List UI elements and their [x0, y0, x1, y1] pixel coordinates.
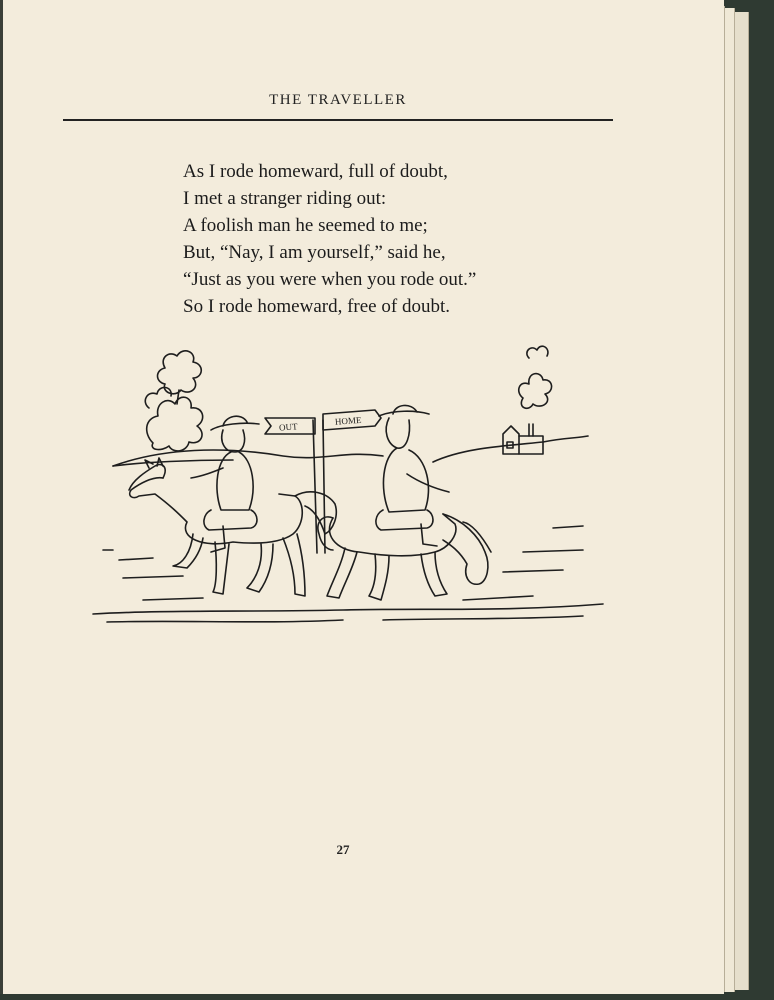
- running-head: THE TRAVELLER: [269, 92, 407, 108]
- poem-line: A foolish man he seemed to me;: [183, 215, 428, 236]
- poem-line: But, “Nay, I am yourself,” said he,: [183, 242, 446, 263]
- right-rider-drawing: [318, 405, 491, 600]
- signpost-out-label: OUT: [278, 421, 298, 433]
- page-number: 27: [336, 842, 350, 857]
- left-rider-drawing: [129, 416, 336, 596]
- header-rule: [63, 119, 613, 121]
- poem: [183, 158, 613, 320]
- riders-illustration: [83, 338, 613, 638]
- poem-line: So I rode homeward, free of doubt.: [183, 296, 450, 317]
- signpost-home-label: HOME: [334, 414, 362, 427]
- signpost-drawing: [265, 410, 381, 553]
- house-drawing: [503, 346, 552, 454]
- ground-drawing: [93, 526, 603, 622]
- poem-line: “Just as you were when you rode out.”: [183, 269, 477, 290]
- tree-drawing: [145, 351, 202, 451]
- poem-line: I met a stranger riding out:: [183, 188, 387, 209]
- poem-line: As I rode homeward, full of doubt,: [183, 161, 448, 182]
